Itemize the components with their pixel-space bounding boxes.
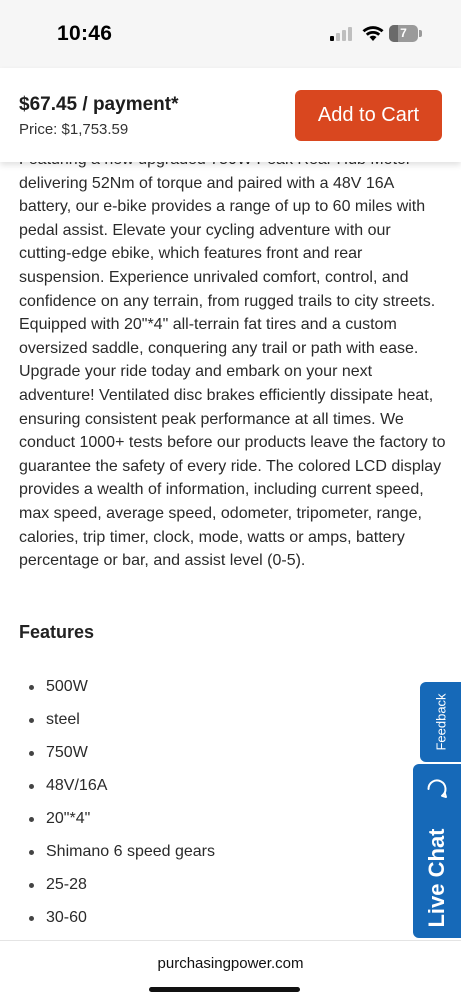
feature-item: steel [19,707,215,740]
feedback-tab[interactable] [420,682,461,762]
browser-bottom-bar [0,940,461,1000]
live-chat-tab[interactable] [413,764,461,938]
add-to-cart-button[interactable]: Add to Cart [295,90,442,141]
battery-level: 7 [400,26,407,40]
payment-price: $67.45 / payment* [19,94,179,115]
url-address[interactable]: purchasingpower.com [157,955,304,972]
feature-item: 500W [19,674,215,707]
status-time: 10:46 [57,22,113,45]
wifi-icon [362,24,384,42]
feature-item: 20"*4" [19,806,215,839]
feature-item: 750W [19,740,215,773]
battery-icon [389,25,423,42]
product-description: delivering 52Nm of torque and paired with a 48V 16A battery, our e-bike provides a range of up to 60 miles with pedal assist. Elevate your cycling adventure with our cutting-edge ebike, which features front and rear suspension. Experience unrivaled comfort, control, and confidence on any terrain, from rugged trails to city streets. Equipped with 20"*4" all-terrain fat tires and a custom oversized saddle, conquering any trail or path with ease. Upgrade your ride today and embark on your next adventure! Ventilated disc brakes efficiently dissipate heat, ensuring consistent peak performance at all times. We conduct 1000+ tests before our products leave the factory to guarantee the safety of every ride. The colored LCD display provides a wealth of information, including current speed, max speed, average speed, odometer, tripometer, range, calories, trip timer, clock, mode, watts or amps, battery percentage or bar, and assist level (0-5). [19,174,446,570]
home-indicator[interactable] [149,987,300,992]
product-description-section [19,148,447,573]
feature-item: 25-28 [19,872,215,905]
chat-bubble-icon [426,778,448,800]
feature-item: Shimano 6 speed gears [19,839,215,872]
feature-item: 30-60 [19,905,215,938]
features-heading: Features [19,622,95,642]
live-chat-label: Live Chat [424,828,449,928]
sticky-price-bar [0,68,461,162]
feedback-label: Feedback [433,693,448,751]
feature-item: 48V/16A [19,773,215,806]
features-list [19,674,215,938]
cellular-signal-icon [330,27,354,41]
total-price: Price: $1,753.59 [19,121,129,138]
status-bar [0,0,461,68]
